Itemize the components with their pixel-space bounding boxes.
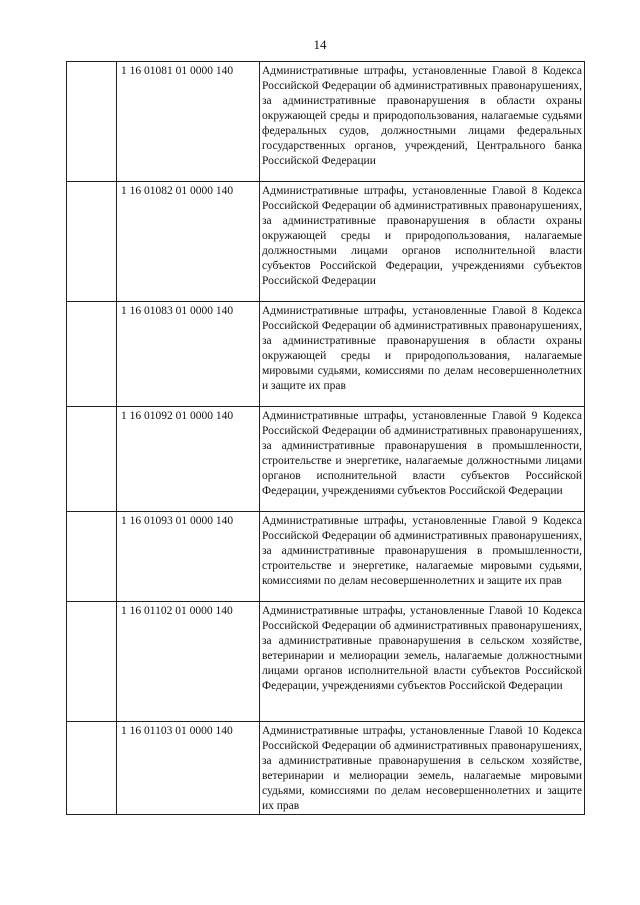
row-number-cell [67,62,117,182]
description-cell: Административные штрафы, установленные Главой 9 Кодекса Российской Федерации об административных правонарушениях, за административные правонарушения в промышленности, строительстве и энергетике, налагаемые должностными лицами органов исполнительной власти субъектов Российской Федерации, учреждениями субъектов Российской Федерации [260,407,585,512]
code-cell: 1 16 01092 01 0000 140 [117,407,260,512]
description-cell: Административные штрафы, установленные Главой 8 Кодекса Российской Федерации об административных правонарушениях, за административные правонарушения в области охраны окружающей среды и природопользования, налагаемые должностными лицами органов исполнительной власти субъектов Российской Федерации, учреждениями субъектов Российской Федерации [260,182,585,302]
table-row [67,182,585,302]
code-cell: 1 16 01093 01 0000 140 [117,512,260,602]
description-cell: Административные штрафы, установленные Главой 9 Кодекса Российской Федерации об административных правонарушениях, за административные правонарушения в промышленности, строительстве и энергетике, налагаемые мировыми судьями, комиссиями по делам несовершеннолетних и защите их прав [260,512,585,602]
description-cell: Административные штрафы, установленные Главой 8 Кодекса Российской Федерации об административных правонарушениях, за административные правонарушения в области охраны окружающей среды и природопользования, налагаемые судьями федеральных судов, должностными лицами федеральных государственных органов, учреждений, Центрального банка Российской Федерации [260,62,585,182]
row-number-cell [67,722,117,815]
description-cell: Административные штрафы, установленные Главой 10 Кодекса Российской Федерации об административных правонарушениях, за административные правонарушения в сельском хозяйстве, ветеринарии и мелиорации земель, налагаемые мировыми судьями, комиссиями по делам несовершеннолетних и защите их прав [260,722,585,815]
row-number-cell [67,407,117,512]
description-cell: Административные штрафы, установленные Главой 10 Кодекса Российской Федерации об административных правонарушениях, за административные правонарушения в сельском хозяйстве, ветеринарии и мелиорации земель, налагаемые должностными лицами органов исполнительной власти субъектов Российской Федерации, учреждениями субъектов Российской Федерации [260,602,585,722]
code-cell: 1 16 01081 01 0000 140 [117,62,260,182]
table-row [67,62,585,182]
row-number-cell [67,602,117,722]
table-row [67,722,585,815]
row-number-cell [67,512,117,602]
code-cell: 1 16 01082 01 0000 140 [117,182,260,302]
row-number-cell [67,302,117,407]
page-number: 14 [313,37,327,52]
code-cell: 1 16 01083 01 0000 140 [117,302,260,407]
table-row [67,407,585,512]
description-cell: Административные штрафы, установленные Главой 8 Кодекса Российской Федерации об административных правонарушениях, за административные правонарушения в области охраны окружающей среды и природопользования, налагаемые мировыми судьями, комиссиями по делам несовершеннолетних и защите их прав [260,302,585,407]
table-row [67,512,585,602]
row-number-cell [67,182,117,302]
table-row [67,602,585,722]
code-cell: 1 16 01103 01 0000 140 [117,722,260,815]
table-row [67,302,585,407]
code-cell: 1 16 01102 01 0000 140 [117,602,260,722]
budget-codes-table [66,61,585,815]
